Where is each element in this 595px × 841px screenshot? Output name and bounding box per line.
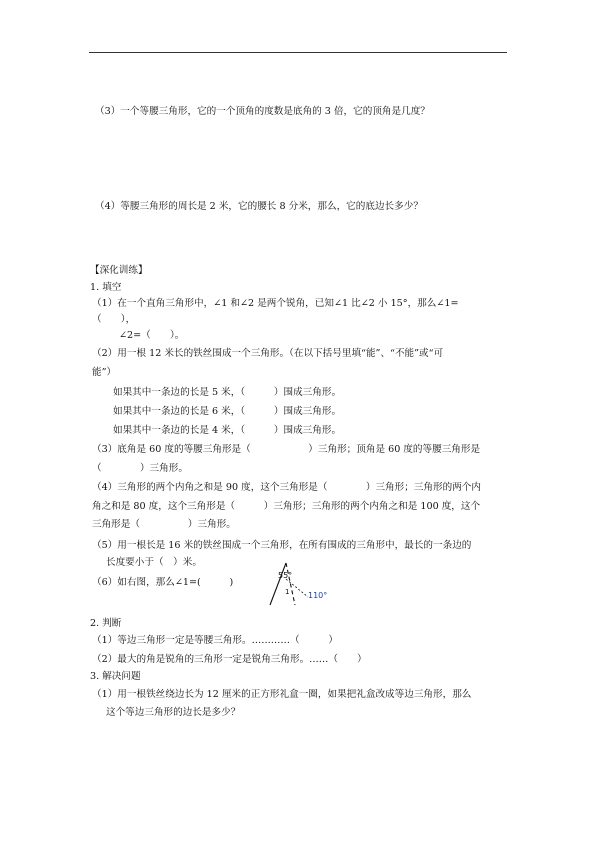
p1-q1-line2: （ ）， (92, 314, 136, 325)
part3-title: 3. 解决问题 (90, 671, 141, 682)
p1-q5-line1: （5）用一根长是 16 米的铁丝围成一个三角形，在所有围成的三角形中，最长的一条边的 (92, 540, 472, 551)
p1-q3-line1: （3）底角是 60 度的等腰三角形是（ ）三角形；顶角是 60 度的等腰三角形是 (92, 444, 481, 455)
part2-title: 2. 判断 (90, 618, 122, 629)
p1-q2-option-a: 如果其中一条边的长是 5 米，（ ）围成三角形。 (113, 387, 342, 398)
p1-q3-line2: （ ）三角形。 (92, 463, 188, 474)
p2-q1: （1）等边三角形一定是等腰三角形。…………（ ） (92, 635, 338, 646)
p1-q4-line2: 角之和是 80 度，这个三角形是（ ）三角形；三角形的两个内角之和是 100 度，这个 (92, 501, 481, 512)
header-rule (89, 52, 507, 53)
p1-q2-line1: （2）用一根 12 米长的铁丝围成一个三角形。（在以下括号里填“能”、“不能”或“可 (92, 348, 444, 359)
angle-top-label: 55° (278, 571, 293, 580)
p1-q1-line3: ∠2=（ ）。 (119, 330, 185, 341)
question-3-text: （3）一个等腰三角形，它的一个顶角的度数是底角的 3 倍，它的顶角是几度？ (95, 106, 430, 117)
angle-one-label: 1 (285, 588, 290, 596)
p1-q2-option-b: 如果其中一条边的长是 6 米，（ ）围成三角形。 (113, 406, 342, 417)
angle-right-label: 110° (308, 591, 328, 600)
triangle-right-side (286, 563, 295, 605)
p1-q4-line1: （4）三角形的两个内角之和是 90 度，这个三角形是（ ）三角形；三角形的两个内 (92, 482, 481, 493)
p1-q4-line3: 三角形是（ ）三角形。 (92, 519, 236, 530)
triangle-left-side (270, 563, 286, 605)
section-title: 【深化训练】 (90, 265, 148, 276)
p3-q1-line1: （1）用一根铁丝绕边长为 12 厘米的正方形礼盒一圈，如果把礼盒改成等边三角形，那么 (92, 689, 472, 700)
p2-q2: （2）最大的角是锐角的三角形一定是锐角三角形。……（ ） (92, 654, 367, 665)
triangle-figure (268, 561, 338, 609)
p1-q6-text: （6）如右图，那么∠1=( ) (92, 577, 234, 588)
p1-q1-line1: （1）在一个直角三角形中，∠1 和∠2 是两个锐角，已知∠1 比∠2 小 15°，那么∠1= (92, 298, 459, 309)
part1-title: 1. 填空 (90, 282, 122, 293)
p1-q2-line2: 能”） (92, 367, 117, 378)
p1-q2-option-c: 如果其中一条边的长是 4 米，（ ）围成三角形。 (113, 425, 342, 436)
question-4-text: （4）等腰三角形的周长是 2 米，它的腰长 8 分米，那么，它的底边长多少？ (95, 201, 423, 212)
p1-q5-line2: 长度要小于（ ）米。 (106, 557, 202, 568)
p3-q1-line2: 这个等边三角形的边长是多少？ (106, 707, 241, 718)
